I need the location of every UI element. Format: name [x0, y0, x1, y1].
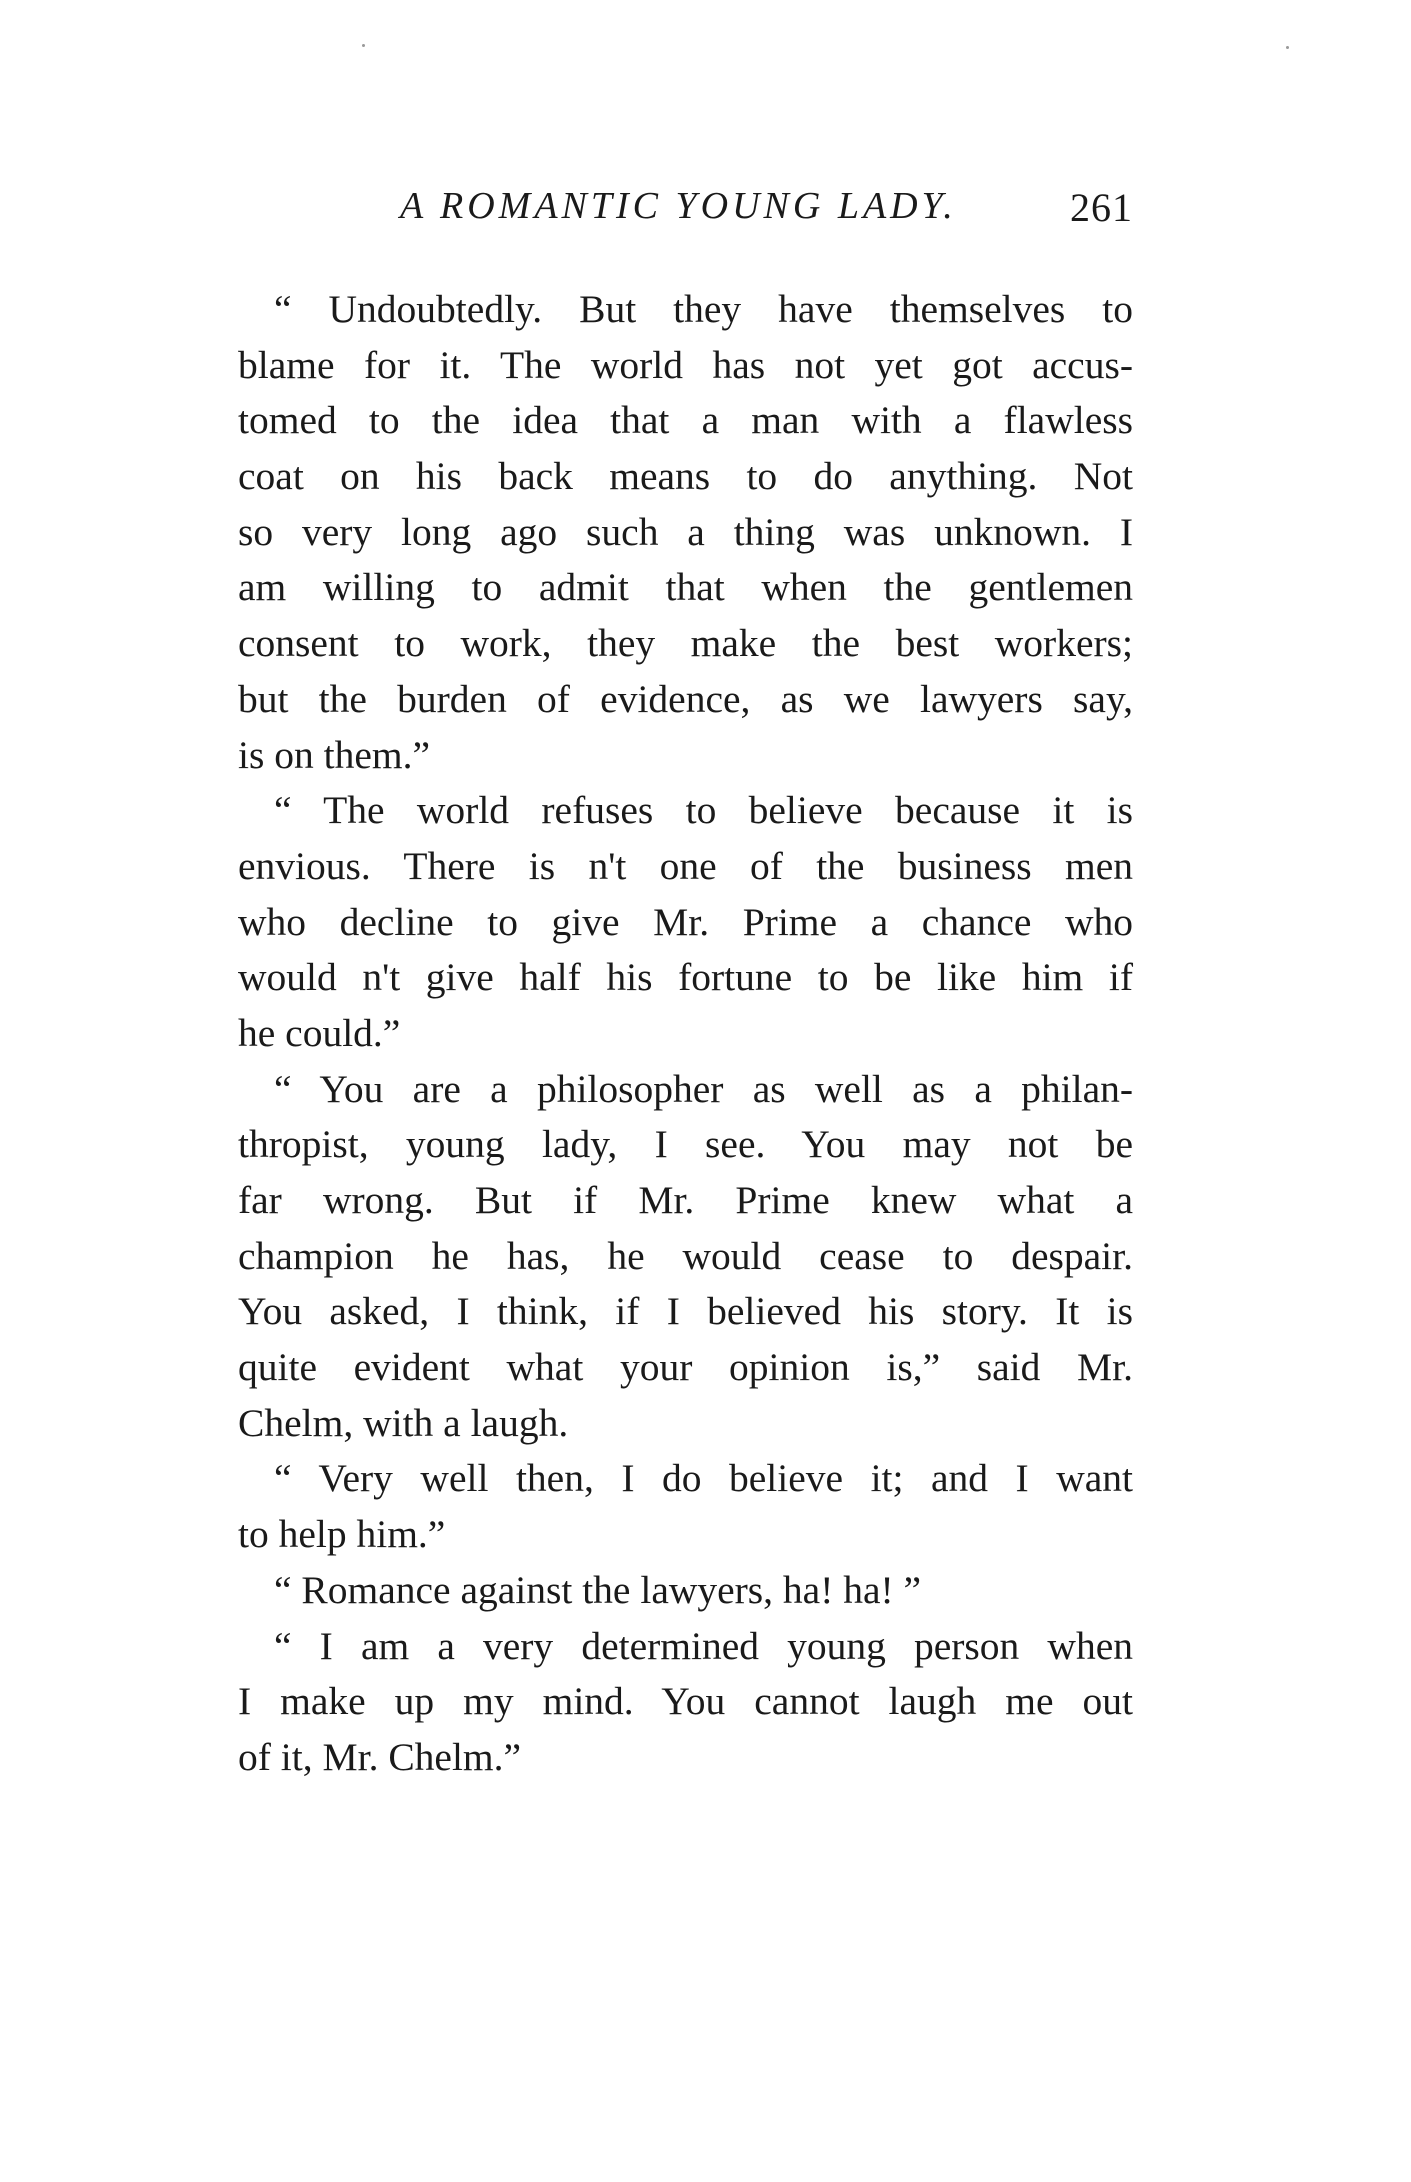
- text-line: who decline to give Mr. Prime a chance who: [238, 899, 1133, 944]
- text-line: so very long ago such a thing was unknown. I: [238, 509, 1133, 554]
- text-line: to help him.”: [238, 1512, 446, 1557]
- text-line: “ Very well then, I do believe it; and I want: [274, 1456, 1133, 1501]
- text-line: envious. There is n't one of the business men: [238, 843, 1133, 888]
- text-line: Chelm, with a laugh.: [238, 1400, 569, 1445]
- text-line: but the burden of evidence, as we lawyers say,: [238, 676, 1133, 721]
- text-line: “ I am a very determined young person when: [274, 1623, 1133, 1668]
- text-line: champion he has, he would cease to despair.: [238, 1233, 1133, 1278]
- text-line: quite evident what your opinion is,” said Mr.: [238, 1345, 1133, 1390]
- text-line: “ You are a philosopher as well as a philan-: [274, 1066, 1133, 1111]
- running-title: A ROMANTIC YOUNG LADY.: [400, 185, 957, 227]
- text-line: “ Undoubtedly. But they have themselves to: [274, 287, 1133, 331]
- text-line: “ The world refuses to believe because it is: [274, 788, 1133, 833]
- text-line: he could.”: [238, 1010, 401, 1055]
- text-line: coat on his back means to do anything. Not: [238, 454, 1133, 499]
- text-line: I make up my mind. You cannot laugh me out: [238, 1679, 1133, 1724]
- body-text: [238, 282, 1133, 1786]
- text-line: am willing to admit that when the gentlemen: [238, 565, 1133, 610]
- text-line: thropist, young lady, I see. You may not be: [238, 1122, 1133, 1167]
- text-line: of it, Mr. Chelm.”: [238, 1734, 522, 1779]
- text-line: tomed to the idea that a man with a flawless: [238, 398, 1133, 443]
- page-number: 261: [1070, 185, 1133, 230]
- running-head: [238, 180, 1133, 236]
- text-line: “ Romance against the lawyers, ha! ha! ”: [274, 1567, 922, 1612]
- text-line: is on them.”: [238, 732, 430, 777]
- text-line: far wrong. But if Mr. Prime knew what a: [238, 1178, 1133, 1222]
- page-speck: [1286, 46, 1289, 49]
- text-line: would n't give half his fortune to be like him if: [238, 955, 1133, 1000]
- text-line: consent to work, they make the best workers;: [238, 621, 1133, 666]
- page-speck: [362, 44, 365, 47]
- text-line: You asked, I think, if I believed his story. It is: [238, 1289, 1133, 1334]
- text-line: blame for it. The world has not yet got accus-: [238, 342, 1133, 387]
